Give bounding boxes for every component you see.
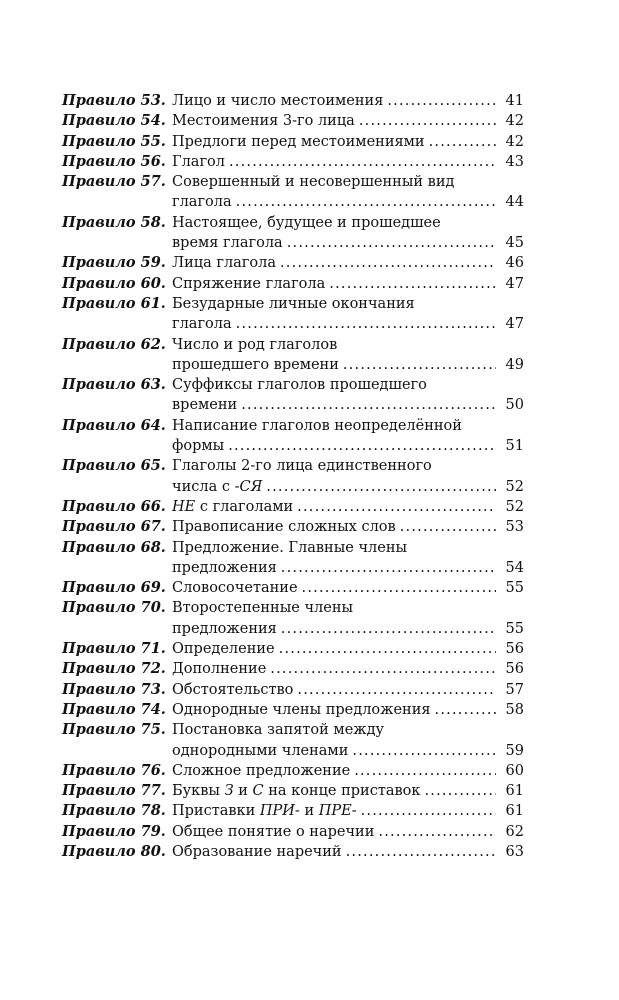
page-number: 43 [505,153,524,170]
rule-title [172,842,524,862]
page-number: 55 [505,620,524,637]
rule-title-line1: Постановка запятой между [172,722,385,739]
rule-title-text [172,761,350,781]
rule-title [172,274,524,294]
toc-entry [62,253,524,273]
rule-label: Правило 58. [62,213,166,231]
dot-leader [236,192,496,212]
dot-leader [287,233,496,253]
rule-title-text [172,395,237,415]
page-number: 58 [505,701,524,718]
italic-fragment: НЕ [172,498,196,515]
rule-label: Правило 61. [62,294,166,312]
rule-title-text [172,436,224,456]
rule-title-text [172,355,339,375]
toc-entry [62,659,524,679]
italic-fragment: ПРЕ- [318,803,357,820]
page-number: 41 [505,93,524,109]
dot-leader [229,152,496,172]
rule-title-text [172,477,262,497]
dot-leader [297,497,496,517]
rule-label: Правило 55. [62,132,166,150]
toc-entry [62,639,524,659]
text-fragment: и [233,783,253,800]
text-fragment: предложения [172,620,277,637]
page-number: 51 [505,438,524,455]
rule-title [172,253,524,273]
rule-label: Правило 68. [62,538,166,556]
rule-title [172,720,524,761]
rule-label: Правило 78. [62,802,166,820]
toc-entry [62,781,524,801]
text-fragment: Правописание сложных слов [172,519,396,536]
toc-entry [62,335,524,376]
rule-title [172,335,524,376]
rule-title-text [172,842,342,862]
rule-title-line1: Суффиксы глаголов прошедшего [172,377,427,394]
text-fragment: глагола [172,194,232,211]
text-fragment: времени [172,397,238,414]
italic-fragment: -СЯ [234,478,263,495]
rule-title-text [172,253,276,273]
rule-title [172,416,524,457]
rule-label: Правило 67. [62,518,166,536]
rule-label: Правило 64. [62,416,166,434]
rule-title [172,91,524,111]
rule-title-text [172,517,396,537]
rule-label: Правило 74. [62,700,166,718]
page-number: 47 [505,275,524,292]
rule-title-text [172,700,431,720]
rule-title [172,822,524,842]
text-fragment: Дополнение [172,661,267,678]
rule-title [172,132,524,152]
page-number: 45 [505,235,524,252]
rule-title [172,761,524,781]
dot-leader [387,91,496,111]
rule-title-text [172,659,266,679]
page-number: 61 [505,783,524,800]
italic-fragment: С [252,783,264,800]
toc-entry [62,497,524,517]
rule-title-line1: Второстепенные члены [172,600,354,617]
rule-title-text [172,822,374,842]
page-number: 60 [505,762,524,779]
dot-leader [343,355,496,375]
page-number: 42 [505,133,524,150]
dot-leader [270,659,496,679]
text-fragment: Сложное предложение [172,762,351,779]
dot-leader [429,132,496,152]
toc-entry [62,517,524,537]
toc-entry [62,456,524,497]
rule-title [172,801,524,821]
rule-title-text [172,578,298,598]
text-fragment: Местоимения 3-го лица [172,113,355,130]
toc-entry [62,538,524,579]
toc-entry [62,375,524,416]
toc-entry [62,274,524,294]
toc-entry [62,700,524,720]
text-fragment: глагола [172,316,232,333]
rule-title [172,538,524,579]
text-fragment: и [299,803,319,820]
text-fragment: с глаголами [199,498,294,515]
rule-title-text [172,558,277,578]
rule-title-line1: Совершенный и несовершенный вид [172,174,455,191]
rule-title-line1: Настоящее, будущее и прошедшее [172,214,441,231]
page-number: 46 [505,255,524,272]
text-fragment: числа с [172,478,230,495]
rule-title [172,680,524,700]
rule-title [172,517,524,537]
text-fragment: Буквы [172,783,225,800]
page-number: 59 [505,742,524,759]
dot-leader [424,781,496,801]
rule-title [172,578,524,598]
dot-leader [435,700,496,720]
dot-leader [266,477,496,497]
toc-entry [62,720,524,761]
dot-leader [329,274,496,294]
dot-leader [400,517,496,537]
rule-title [172,375,524,416]
text-fragment: Спряжение глагола [172,275,326,292]
rule-title-text [172,781,420,801]
rule-label: Правило 77. [62,782,166,800]
page-number: 42 [505,113,524,130]
toc-entry [62,578,524,598]
page-number: 47 [505,316,524,333]
page-number: 56 [505,641,524,658]
italic-fragment: ПРИ- [259,803,300,820]
rule-title-line1: Число и род глаголов [172,336,338,353]
rule-title [172,659,524,679]
toc-entry [62,801,524,821]
text-fragment: Лицо и число местоимения [172,93,384,109]
rule-label: Правило 80. [62,842,166,860]
text-fragment: предложения [172,559,277,576]
dot-leader [346,842,496,862]
dot-leader [352,741,496,761]
rule-title-text [172,91,383,111]
dot-leader [236,314,496,334]
toc-entry [62,598,524,639]
toc-entry [62,822,524,842]
dot-leader [279,639,496,659]
rule-title [172,700,524,720]
rule-label: Правило 53. [62,92,166,109]
dot-leader [297,680,496,700]
dot-leader [354,761,496,781]
dot-leader [281,619,496,639]
page-number: 50 [505,397,524,414]
toc-entry [62,91,524,111]
rule-title-text [172,680,293,700]
rule-title [172,111,524,131]
rule-title [172,152,524,172]
toc-entry [62,842,524,862]
text-fragment: прошедшего времени [172,356,339,373]
dot-leader [378,822,496,842]
page-number: 49 [505,356,524,373]
page-number: 52 [505,478,524,495]
rule-label: Правило 70. [62,599,166,617]
text-fragment: Приставки [172,803,260,820]
rule-label: Правило 62. [62,335,166,353]
text-fragment: Однородные члены предложения [172,701,431,718]
text-fragment: формы [172,438,225,455]
dot-leader [241,395,496,415]
dot-leader [280,253,496,273]
toc-entry [62,132,524,152]
rule-label: Правило 56. [62,152,166,170]
toc-entry [62,294,524,335]
dot-leader [228,436,496,456]
page-number: 63 [505,843,524,860]
text-fragment: Образование наречий [172,843,342,860]
text-fragment: Предлоги перед местоимениями [172,133,425,150]
table-of-contents [62,91,524,862]
rule-title [172,639,524,659]
rule-title [172,294,524,335]
text-fragment: на конце приставок [263,783,421,800]
page-number: 54 [505,559,524,576]
rule-title-line1: Безударные личные окончания [172,295,415,312]
rule-title-text [172,497,293,517]
rule-title-line1: Написание глаголов неопределённой [172,417,462,434]
italic-fragment: З [224,783,234,800]
rule-title-text [172,639,275,659]
page-number: 62 [505,823,524,840]
text-fragment: Словосочетание [172,580,298,597]
text-fragment: Лица глагола [172,255,276,272]
rule-title-text [172,233,283,253]
page-number: 52 [505,498,524,515]
page-number: 55 [505,580,524,597]
rule-title-text [172,314,232,334]
toc-entry [62,680,524,700]
rule-title [172,598,524,639]
dot-leader [281,558,496,578]
rule-title [172,497,524,517]
text-fragment: однородными членами [172,742,349,759]
rule-title-text [172,152,225,172]
dot-leader [302,578,496,598]
rule-title-text [172,619,277,639]
rule-label: Правило 72. [62,660,166,678]
rule-title [172,172,524,213]
rule-label: Правило 75. [62,721,166,739]
toc-entry [62,416,524,457]
text-fragment: Обстоятельство [172,681,294,698]
rule-label: Правило 69. [62,579,166,597]
toc-entry [62,152,524,172]
text-fragment: Глагол [172,153,225,170]
rule-title-text [172,801,357,821]
toc-entry [62,761,524,781]
rule-label: Правило 57. [62,173,166,191]
page-number: 56 [505,661,524,678]
text-fragment: время глагола [172,235,283,252]
rule-label: Правило 66. [62,497,166,515]
rule-title-line1: Предложение. Главные члены [172,539,408,556]
rule-title-line1: Глаголы 2-го лица единственного [172,458,432,475]
dot-leader [359,111,496,131]
rule-title-text [172,192,232,212]
rule-title-text [172,274,325,294]
rule-label: Правило 63. [62,376,166,394]
toc-entry [62,213,524,254]
rule-label: Правило 76. [62,761,166,779]
rule-title-text [172,111,355,131]
page-number: 61 [505,803,524,820]
toc-entry [62,172,524,213]
page-number: 53 [505,519,524,536]
rule-label: Правило 59. [62,254,166,272]
rule-label: Правило 65. [62,457,166,475]
rule-label: Правило 73. [62,680,166,698]
page-number: 44 [505,194,524,211]
text-fragment: Определение [172,641,275,658]
rule-label: Правило 71. [62,640,166,658]
rule-title [172,456,524,497]
page-number: 57 [505,681,524,698]
rule-label: Правило 60. [62,274,166,292]
toc-entry [62,111,524,131]
text-fragment: Общее понятие о наречии [172,823,375,840]
rule-title [172,213,524,254]
rule-label: Правило 79. [62,822,166,840]
rule-title-text [172,741,348,761]
rule-label: Правило 54. [62,112,166,130]
rule-title-text [172,132,425,152]
rule-title [172,781,524,801]
dot-leader [361,801,496,821]
